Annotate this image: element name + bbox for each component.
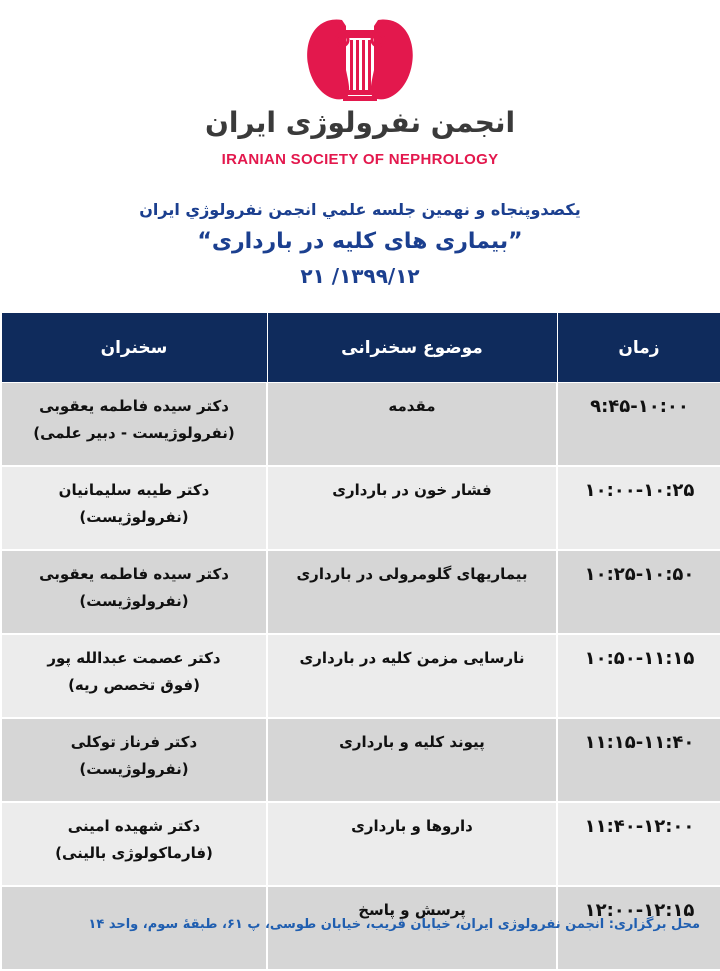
schedule-table (0, 312, 720, 971)
time-cell: ۱۰:۰۰-۱۰:۲۵ (557, 466, 720, 550)
topic-cell: بیماریهای گلومرولی در بارداری (267, 550, 557, 634)
topic-cell: فشار خون در بارداری (267, 466, 557, 550)
table-row (1, 634, 720, 718)
column-header-speaker: سخنران (1, 313, 267, 383)
session-title: يكصدوپنجاه و نهمين جلسه علمي انجمن نفرولوژي ايران (139, 200, 581, 219)
speaker-cell: دکتر فرناز توکلی (نفرولوژیست) (1, 718, 267, 802)
speaker-cell: دکتر طیبه سلیمانیان (نفرولوژیست) (1, 466, 267, 550)
column-header-time: زمان (557, 313, 720, 383)
speaker-cell: دکتر سیده فاطمه یعقوبی (نفرولوژیست) (1, 550, 267, 634)
topic-cell: مقدمه (267, 383, 557, 467)
topic-cell: داروها و بارداری (267, 802, 557, 886)
column-header-topic: موضوع سخنرانی (267, 313, 557, 383)
speaker-cell: دکتر عصمت عبدالله پور (فوق تخصص ریه) (1, 634, 267, 718)
table-row (1, 550, 720, 634)
speaker-cell: دکتر سیده فاطمه یعقوبی (نفرولوژیست - دبیر علمی) (1, 383, 267, 467)
topic-title: ”بیماری های کلیه در بارداری“ (197, 229, 523, 254)
table-row (1, 383, 720, 467)
kidney-column-logo-icon (302, 14, 418, 106)
table-row (1, 802, 720, 886)
table-row (1, 466, 720, 550)
time-cell: ۱۰:۵۰-۱۱:۱۵ (557, 634, 720, 718)
time-cell: ۱۲:۰۰-۱۲:۱۵ (557, 886, 720, 970)
venue-footer: محل برگزاری: انجمن نفرولوژی ایران، خیابان قریب، خیابان طوسی، پ ۶۱، طبقهٔ سوم، واحد ۱۴ (88, 917, 700, 932)
time-cell: ۹:۴۵-۱۰:۰۰ (557, 383, 720, 467)
topic-cell: نارسایی مزمن کلیه در بارداری (267, 634, 557, 718)
topic-cell: پرسش و پاسخ (267, 886, 557, 970)
time-cell: ۱۱:۱۵-۱۱:۴۰ (557, 718, 720, 802)
time-cell: ۱۰:۲۵-۱۰:۵۰ (557, 550, 720, 634)
topic-cell: پیوند کلیه و بارداری (267, 718, 557, 802)
speaker-cell: دکتر شهیده امینی (فارماکولوژی بالینی) (1, 802, 267, 886)
table-header-row (1, 313, 720, 383)
session-date: ۱۳۹۹/۱۲/ ۲۱ (300, 264, 420, 288)
society-logo (0, 0, 720, 180)
time-cell: ۱۱:۴۰-۱۲:۰۰ (557, 802, 720, 886)
logo-wordmark-en: IRANIAN SOCIETY OF NEPHROLOGY (221, 151, 499, 168)
table-row (1, 718, 720, 802)
logo-wordmark-fa: انجمن نفرولوژی ایران (204, 106, 516, 139)
